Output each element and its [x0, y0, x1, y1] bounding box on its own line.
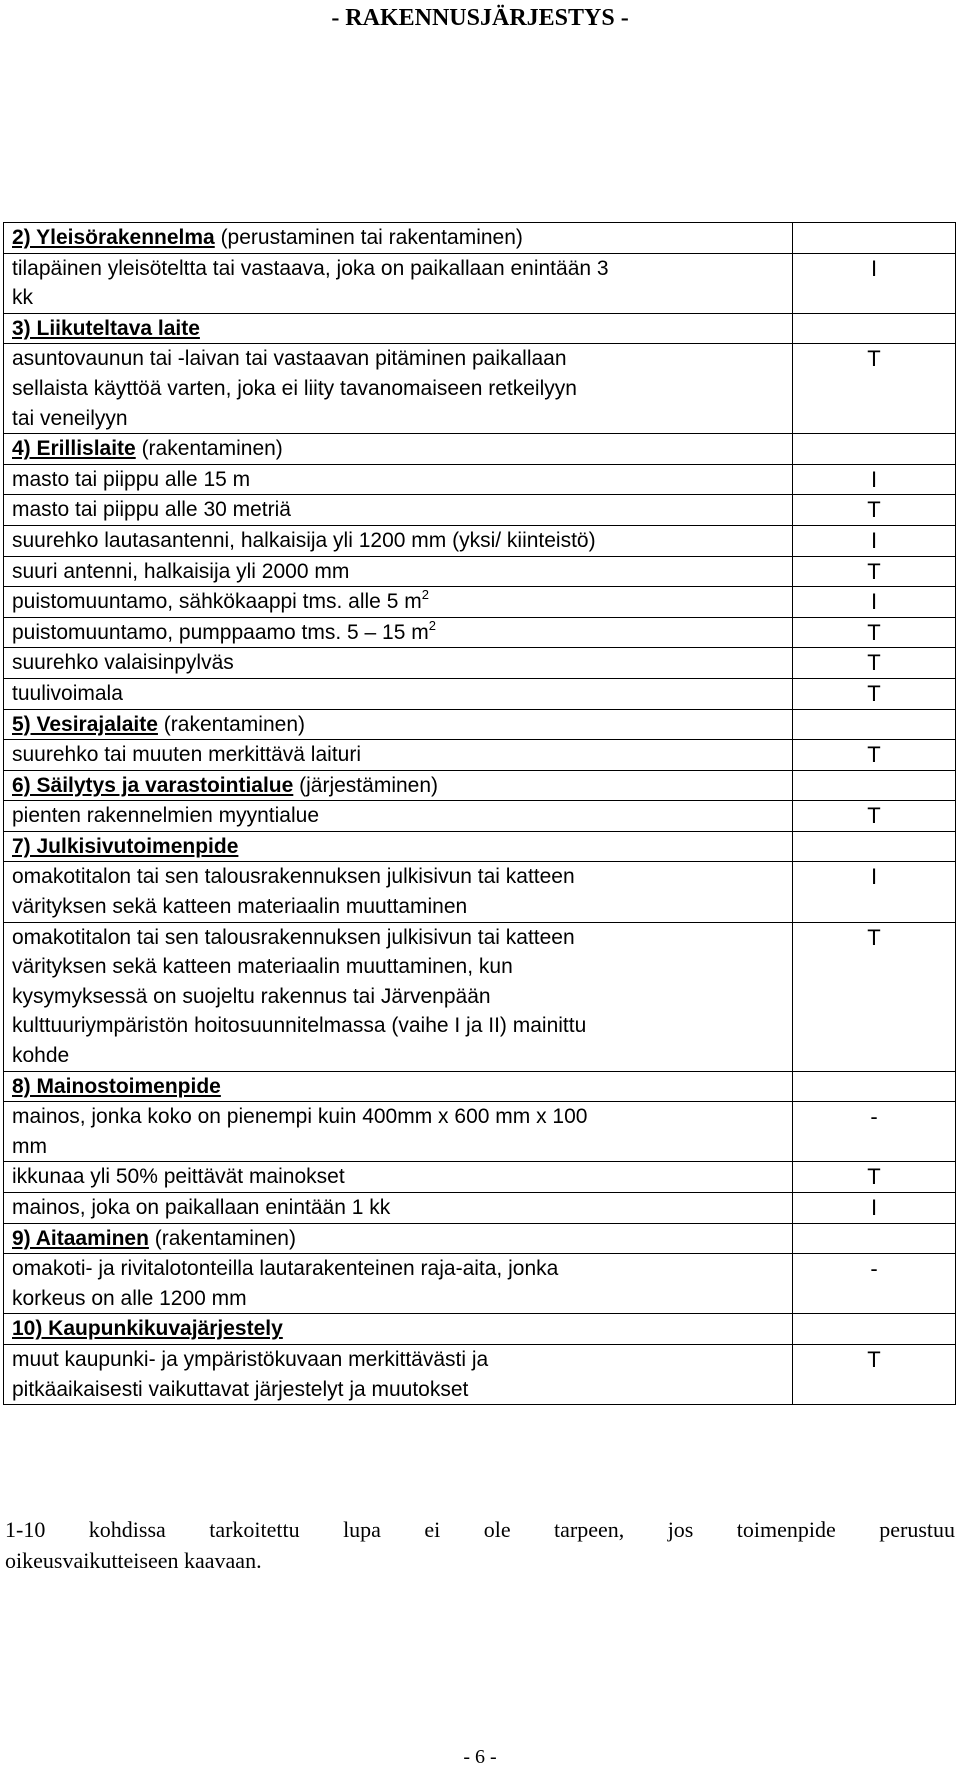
- table-row: [4, 1102, 956, 1162]
- description-cell: [4, 313, 793, 344]
- description-line: [12, 1375, 792, 1405]
- description-text: värityksen sekä katteen materiaalin muuttaminen: [12, 895, 468, 919]
- description-text: omakoti- ja rivitalotonteilla lautarakenteinen raja-aita, jonka: [12, 1257, 559, 1281]
- description-cell: [4, 464, 793, 495]
- description-line: [12, 587, 792, 617]
- description-line: [12, 404, 792, 434]
- description-cell: [4, 223, 793, 254]
- table-row: [4, 740, 956, 771]
- description-text: mainos, joka on paikallaan enintään 1 kk: [12, 1196, 391, 1219]
- permit-table: [3, 222, 956, 1405]
- description-cell: [4, 922, 793, 1071]
- section-title: 3) Liikuteltava laite: [12, 316, 200, 340]
- description-line: [12, 801, 792, 831]
- permit-code-cell: I: [793, 587, 956, 618]
- permit-code-cell: T: [793, 344, 956, 434]
- table-row: [4, 495, 956, 526]
- description-text: värityksen sekä katteen materiaalin muuttaminen, kun: [12, 955, 513, 979]
- table-row: [4, 801, 956, 832]
- superscript: 2: [428, 617, 436, 633]
- description-line: [12, 374, 792, 404]
- description-text: ikkunaa yli 50% peittävät mainokset: [12, 1165, 345, 1189]
- description-line: [12, 982, 792, 1012]
- description-text: masto tai piippu alle 15 m: [12, 467, 251, 491]
- description-cell: [4, 648, 793, 679]
- description-text: muut kaupunki- ja ympäristökuvaan merkittävästi ja: [12, 1347, 489, 1371]
- description-line: [12, 557, 792, 587]
- description-text: suurehko valaisinpylväs: [12, 651, 234, 675]
- description-text: suuri antenni, halkaisija yli 2000 mm: [12, 559, 350, 583]
- description-cell: [4, 253, 793, 313]
- description-cell: [4, 495, 793, 526]
- description-text: kulttuuriympäristön hoitosuunnitelmassa (vaihe I ja II) mainittu: [12, 1014, 587, 1038]
- section-title: 4) Erillislaite: [12, 437, 136, 461]
- table-row: [4, 253, 956, 313]
- section-heading: [12, 314, 792, 344]
- description-cell: [4, 862, 793, 922]
- permit-code-cell: [793, 223, 956, 254]
- table-row: [4, 587, 956, 618]
- section-title: 8) Mainostoimenpide: [12, 1074, 221, 1098]
- section-qualifier: (rakentaminen): [135, 437, 283, 461]
- description-cell: [4, 525, 793, 556]
- description-line: [12, 648, 792, 678]
- section-heading-row: [4, 1223, 956, 1254]
- description-text: kysymyksessä on suojeltu rakennus tai Järvenpään: [12, 984, 491, 1008]
- permit-code-cell: [793, 1314, 956, 1345]
- section-heading-row: [4, 223, 956, 254]
- table-row: [4, 556, 956, 587]
- permit-code-cell: T: [793, 1344, 956, 1404]
- section-qualifier: (perustaminen tai rakentaminen): [214, 226, 523, 249]
- description-cell: [4, 1254, 793, 1314]
- description-line: [12, 1041, 792, 1071]
- section-heading: [12, 1314, 792, 1344]
- permit-code-cell: I: [793, 1193, 956, 1224]
- description-text: suurehko tai muuten merkittävä laituri: [12, 743, 361, 767]
- permit-code-cell: I: [793, 525, 956, 556]
- description-cell: [4, 1344, 793, 1404]
- section-heading: [12, 1224, 792, 1254]
- description-cell: [4, 344, 793, 434]
- permit-code-cell: [793, 1071, 956, 1102]
- section-heading: [12, 1072, 792, 1102]
- section-heading-row: [4, 1071, 956, 1102]
- section-heading-row: [4, 831, 956, 862]
- description-cell: [4, 1102, 793, 1162]
- description-cell: [4, 709, 793, 740]
- permit-code-cell: [793, 434, 956, 465]
- permit-code-cell: T: [793, 922, 956, 1071]
- section-heading-row: [4, 709, 956, 740]
- description-cell: [4, 740, 793, 771]
- description-line: [12, 1011, 792, 1041]
- section-heading: [12, 832, 792, 862]
- description-cell: [4, 1162, 793, 1193]
- description-line: [12, 1162, 792, 1192]
- page-header: - RAKENNUSJÄRJESTYS -: [331, 5, 629, 31]
- description-text: masto tai piippu alle 30 metriä: [12, 498, 291, 522]
- description-cell: [4, 678, 793, 709]
- description-line: [12, 952, 792, 982]
- section-heading-row: [4, 1314, 956, 1345]
- footnote-line-2: oikeusvaikutteiseen kaavaan.: [5, 1548, 262, 1573]
- permit-code-cell: T: [793, 495, 956, 526]
- description-line: [12, 1345, 792, 1375]
- description-text: kohde: [12, 1044, 70, 1068]
- description-line: [12, 1254, 792, 1284]
- permit-code-cell: [793, 709, 956, 740]
- section-qualifier: (rakentaminen): [148, 1226, 296, 1250]
- section-heading-row: [4, 770, 956, 801]
- description-cell: [4, 434, 793, 465]
- permit-code-cell: [793, 1223, 956, 1254]
- permit-code-cell: T: [793, 740, 956, 771]
- section-title: 2) Yleisörakennelma: [12, 226, 215, 249]
- description-cell: [4, 556, 793, 587]
- table-row: [4, 1254, 956, 1314]
- table-row: [4, 678, 956, 709]
- description-cell: [4, 1071, 793, 1102]
- section-title: 5) Vesirajalaite: [12, 712, 158, 736]
- table-row: [4, 648, 956, 679]
- table-row: [4, 1193, 956, 1224]
- section-heading: [12, 710, 792, 740]
- permit-code-cell: T: [793, 1162, 956, 1193]
- description-line: [12, 892, 792, 922]
- permit-code-cell: T: [793, 648, 956, 679]
- permit-code-cell: I: [793, 253, 956, 313]
- description-cell: [4, 801, 793, 832]
- description-text: tai veneilyyn: [12, 406, 128, 430]
- permit-code-cell: [793, 770, 956, 801]
- description-line: [12, 618, 792, 648]
- description-text: omakotitalon tai sen talousrakennuksen julkisivun tai katteen: [12, 865, 575, 889]
- permit-code-cell: -: [793, 1254, 956, 1314]
- section-heading: [12, 771, 792, 801]
- description-line: [12, 254, 792, 284]
- description-line: [12, 283, 792, 313]
- description-line: [12, 679, 792, 709]
- section-title: 10) Kaupunkikuvajärjestely: [12, 1317, 283, 1341]
- description-text: sellaista käyttöä varten, joka ei liity tavanomaiseen retkeilyyn: [12, 376, 577, 400]
- description-cell: [4, 617, 793, 648]
- permit-code-cell: T: [793, 556, 956, 587]
- permit-code-cell: T: [793, 678, 956, 709]
- footnote-line-1: 1-10 kohdissa tarkoitettu lupa ei ole tarpeen, jos toimenpide perustuu: [5, 1517, 955, 1542]
- description-cell: [4, 1193, 793, 1224]
- table-row: [4, 922, 956, 1071]
- section-title: 9) Aitaaminen: [12, 1226, 149, 1250]
- description-text: kk: [12, 286, 33, 310]
- description-text: korkeus on alle 1200 mm: [12, 1286, 247, 1310]
- description-line: [12, 740, 792, 770]
- page-number: - 6 -: [463, 1746, 497, 1768]
- description-text: pienten rakennelmien myyntialue: [12, 804, 320, 828]
- description-cell: [4, 1223, 793, 1254]
- section-heading: [12, 434, 792, 464]
- description-line: [12, 526, 792, 556]
- description-cell: [4, 770, 793, 801]
- section-title: 6) Säilytys ja varastointialue: [12, 773, 294, 797]
- permit-code-cell: [793, 313, 956, 344]
- description-text: tuulivoimala: [12, 681, 123, 705]
- description-cell: [4, 1314, 793, 1345]
- description-text: mainos, jonka koko on pienempi kuin 400mm x 600 mm x 100: [12, 1105, 588, 1129]
- table-row: [4, 525, 956, 556]
- description-cell: [4, 831, 793, 862]
- permit-code-cell: T: [793, 801, 956, 832]
- description-line: [12, 1132, 792, 1162]
- description-text: omakotitalon tai sen talousrakennuksen julkisivun tai katteen: [12, 925, 575, 949]
- description-text: puistomuuntamo, sähkökaappi tms. alle 5 m: [12, 590, 422, 614]
- superscript: 2: [421, 587, 429, 603]
- footnote: [5, 1514, 955, 1576]
- table-row: [4, 617, 956, 648]
- permit-code-cell: -: [793, 1102, 956, 1162]
- description-text: puistomuuntamo, pumppaamo tms. 5 – 15 m: [12, 620, 429, 644]
- description-line: [12, 1102, 792, 1132]
- description-line: [12, 923, 792, 953]
- section-title: 7) Julkisivutoimenpide: [12, 834, 239, 858]
- description-line: [12, 1284, 792, 1314]
- section-qualifier: (rakentaminen): [157, 712, 305, 736]
- permit-code-cell: [793, 831, 956, 862]
- table-row: [4, 1162, 956, 1193]
- description-line: [12, 495, 792, 525]
- description-text: mm: [12, 1134, 47, 1158]
- description-line: [12, 1193, 792, 1223]
- description-line: [12, 862, 792, 892]
- description-text: suurehko lautasantenni, halkaisija yli 1200 mm (yksi/ kiinteistö): [12, 528, 596, 552]
- section-qualifier: (järjestäminen): [293, 773, 439, 797]
- table-row: [4, 344, 956, 434]
- permit-code-cell: I: [793, 862, 956, 922]
- table-row: [4, 464, 956, 495]
- description-cell: [4, 587, 793, 618]
- description-text: asuntovaunun tai -laivan tai vastaavan pitäminen paikallaan: [12, 347, 567, 371]
- section-heading-row: [4, 434, 956, 465]
- table-row: [4, 862, 956, 922]
- description-line: [12, 465, 792, 495]
- description-text: tilapäinen yleisöteltta tai vastaava, joka on paikallaan enintään 3: [12, 256, 609, 280]
- permit-code-cell: T: [793, 617, 956, 648]
- permit-code-cell: I: [793, 464, 956, 495]
- section-heading: [12, 223, 792, 253]
- description-text: pitkäaikaisesti vaikuttavat järjestelyt ja muutokset: [12, 1377, 469, 1401]
- table-row: [4, 1344, 956, 1404]
- section-heading-row: [4, 313, 956, 344]
- description-line: [12, 344, 792, 374]
